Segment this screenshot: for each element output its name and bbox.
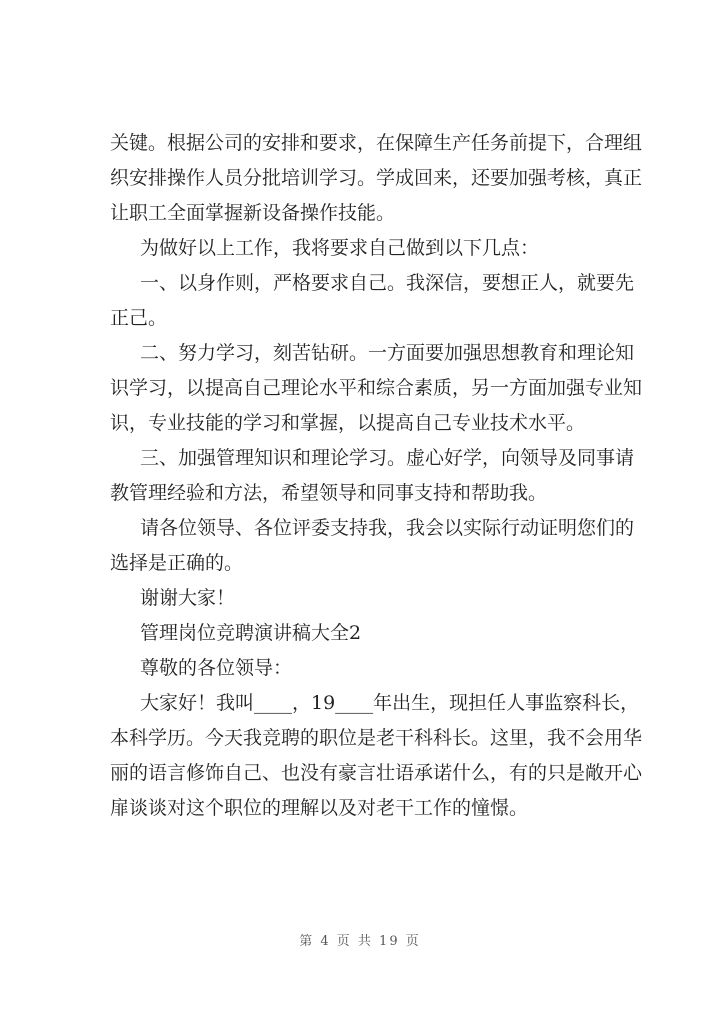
text-line: 大家好！我叫____，19____年出生，现担任人事监察科长， xyxy=(140,692,640,714)
text-line: 请各位领导、各位评委支持我，我会以实际行动证明您们的 xyxy=(140,517,635,539)
text-line: 织安排操作人员分批培训学习。学成回来，还要加强考核，真正 xyxy=(110,167,643,189)
document-body xyxy=(110,126,643,826)
section-heading: 管理岗位竞聘演讲稿大全2 xyxy=(140,622,362,644)
text-line: 扉谈谈对这个职位的理解以及对老干工作的憧憬。 xyxy=(110,797,529,819)
text-line: 识学习，以提高自己理论水平和综合素质，另一方面加强专业知 xyxy=(110,377,643,399)
text-line: 二、努力学习，刻苦钻研。一方面要加强思想教育和理论知 xyxy=(140,342,635,364)
salutation: 尊敬的各位领导： xyxy=(140,657,293,679)
text-line: 三、加强管理知识和理论学习。虚心好学，向领导及同事请 xyxy=(140,447,635,469)
text-line: 为做好以上工作，我将要求自己做到以下几点： xyxy=(140,237,540,259)
text-line: 关键。根据公司的安排和要求，在保障生产任务前提下，合理组 xyxy=(110,132,643,154)
text-line: 教管理经验和方法，希望领导和同事支持和帮助我。 xyxy=(110,482,548,504)
text-line: 一、以身作则，严格要求自己。我深信，要想正人，就要先 xyxy=(140,272,635,294)
text-line: 本科学历。今天我竞聘的职位是老干科科长。这里，我不会用华 xyxy=(110,727,643,749)
text-line: 选择是正确的。 xyxy=(110,552,244,574)
text-line: 正己。 xyxy=(110,307,168,329)
text-line: 识，专业技能的学习和掌握，以提高自己专业技术水平。 xyxy=(110,412,586,434)
text-line: 丽的语言修饰自己、也没有豪言壮语承诺什么，有的只是敞开心 xyxy=(110,762,643,784)
text-line: 让职工全面掌握新设备操作技能。 xyxy=(110,202,396,224)
page-number-footer: 第 4 页 共 19 页 xyxy=(299,934,421,949)
text-line: 谢谢大家！ xyxy=(140,587,236,609)
